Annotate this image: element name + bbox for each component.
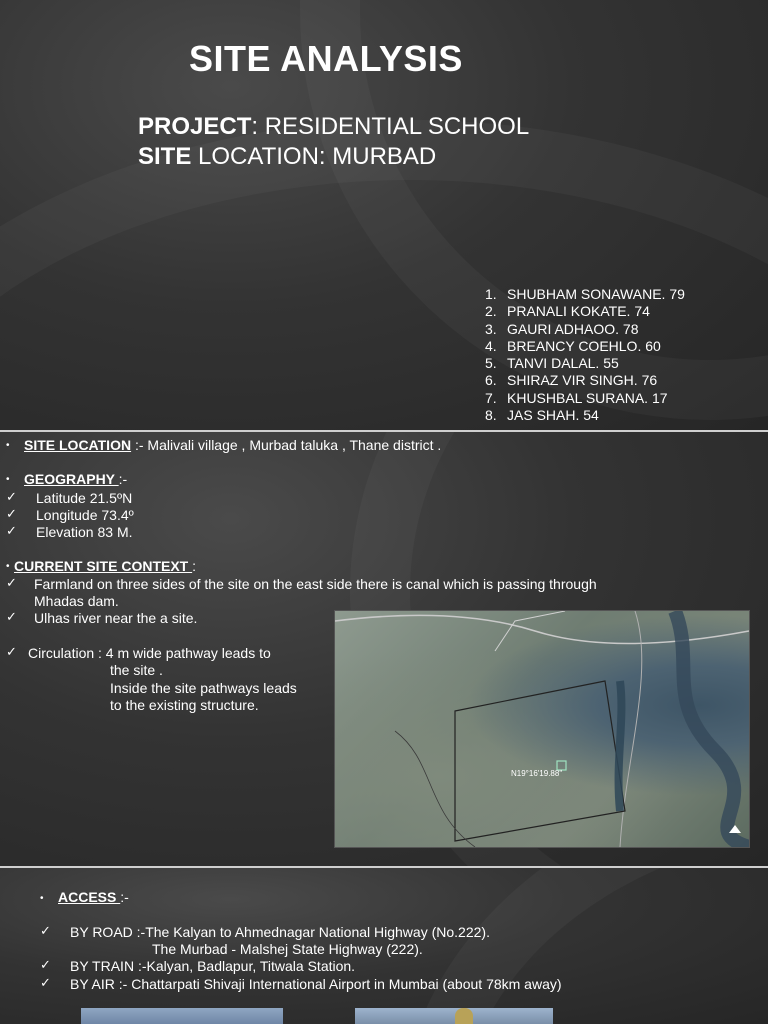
check-icon: ✓ bbox=[6, 506, 17, 521]
access-label: ACCESS bbox=[58, 889, 121, 905]
page-title: SITE ANALYSIS bbox=[189, 38, 463, 79]
site-line bbox=[138, 143, 436, 171]
tree-shape bbox=[455, 1008, 473, 1024]
map-road bbox=[495, 611, 565, 651]
farmland-line-1: Farmland on three sides of the site on the east side there is canal which is passing through bbox=[34, 576, 597, 592]
check-icon: ✓ bbox=[40, 957, 51, 972]
site-value: LOCATION: MURBAD bbox=[191, 143, 437, 170]
context-label: CURRENT SITE CONTEXT bbox=[14, 558, 193, 574]
circulation-line-4: to the existing structure. bbox=[110, 697, 259, 713]
latitude: Latitude 21.5ºN bbox=[36, 490, 133, 506]
road-line-1: BY ROAD :-The Kalyan to Ahmednagar National Highway (No.222). bbox=[70, 924, 490, 940]
train-line: BY TRAIN :-Kalyan, Badlapur, Titwala Station. bbox=[70, 958, 356, 974]
river-text: Ulhas river near the a site. bbox=[34, 610, 198, 626]
team-member: 1. SHUBHAM SONAWANE. 79 bbox=[485, 286, 685, 302]
farmland-line-2: Mhadas dam. bbox=[34, 593, 119, 609]
check-icon: ✓ bbox=[6, 489, 17, 504]
project-line bbox=[138, 113, 529, 141]
map-field-line bbox=[395, 731, 475, 847]
team-member: 8. JAS SHAH. 54 bbox=[485, 407, 599, 424]
longitude: Longitude 73.4º bbox=[36, 507, 134, 523]
check-icon: ✓ bbox=[6, 523, 17, 538]
geography-suffix: :- bbox=[118, 471, 128, 487]
background-swirl bbox=[400, 868, 768, 1024]
context-suffix: : bbox=[192, 558, 197, 574]
site-photo bbox=[355, 1008, 553, 1024]
project-label: PROJECT bbox=[138, 113, 252, 140]
team-member: 2. PRANALI KOKATE. 74 bbox=[485, 303, 650, 320]
map-overlay bbox=[335, 611, 749, 847]
site-location-line bbox=[24, 437, 441, 454]
bullet-icon: • bbox=[6, 440, 10, 451]
team-member: 3. GAURI ADHAOO. 78 bbox=[485, 320, 639, 337]
team-member: 6. SHIRAZ VIR SINGH. 76 bbox=[485, 372, 658, 389]
check-icon: ✓ bbox=[6, 644, 17, 659]
circulation-line-1: Circulation : 4 m wide pathway leads to bbox=[28, 645, 271, 661]
circulation-line-3: Inside the site pathways leads bbox=[110, 680, 297, 696]
access-heading bbox=[58, 889, 129, 906]
check-icon: ✓ bbox=[6, 575, 17, 590]
bullet-icon: • bbox=[6, 561, 10, 572]
check-icon: ✓ bbox=[40, 975, 51, 990]
team-list bbox=[485, 286, 685, 424]
team-member: 5. TANVI DALAL. 55 bbox=[485, 355, 619, 372]
context-heading bbox=[14, 558, 196, 575]
river-shape bbox=[675, 611, 749, 847]
site-location-label: SITE LOCATION bbox=[24, 437, 132, 453]
check-icon: ✓ bbox=[6, 609, 17, 624]
air-line: BY AIR :- Chattarpati Shivaji International Airport in Mumbai (about 78km away) bbox=[70, 976, 562, 992]
site-label: SITE bbox=[138, 143, 192, 170]
team-member: 4. BREANCY COEHLO. 60 bbox=[485, 337, 661, 354]
check-icon: ✓ bbox=[40, 923, 51, 938]
canal-shape bbox=[619, 681, 622, 811]
map-coordinate-label: N19°16'19.88" bbox=[511, 769, 563, 778]
circulation-line-2: the site . bbox=[110, 662, 163, 678]
site-boundary bbox=[455, 681, 625, 841]
satellite-map bbox=[334, 610, 750, 848]
bullet-icon: • bbox=[40, 893, 44, 904]
elevation: Elevation 83 M. bbox=[36, 524, 133, 540]
geography-label: GEOGRAPHY bbox=[24, 471, 119, 487]
road-line-2: The Murbad - Malshej State Highway (222). bbox=[152, 941, 423, 957]
project-value: : RESIDENTIAL SCHOOL bbox=[251, 113, 530, 140]
site-location-text: :- Malivali village , Murbad taluka , Thane district . bbox=[131, 437, 442, 453]
access-suffix: :- bbox=[120, 889, 129, 905]
title-slide bbox=[0, 0, 768, 430]
site-photo bbox=[81, 1008, 283, 1024]
geography-heading bbox=[24, 471, 127, 488]
team-member: 7. KHUSHBAL SURANA. 17 bbox=[485, 389, 668, 406]
bullet-icon: • bbox=[6, 474, 10, 485]
